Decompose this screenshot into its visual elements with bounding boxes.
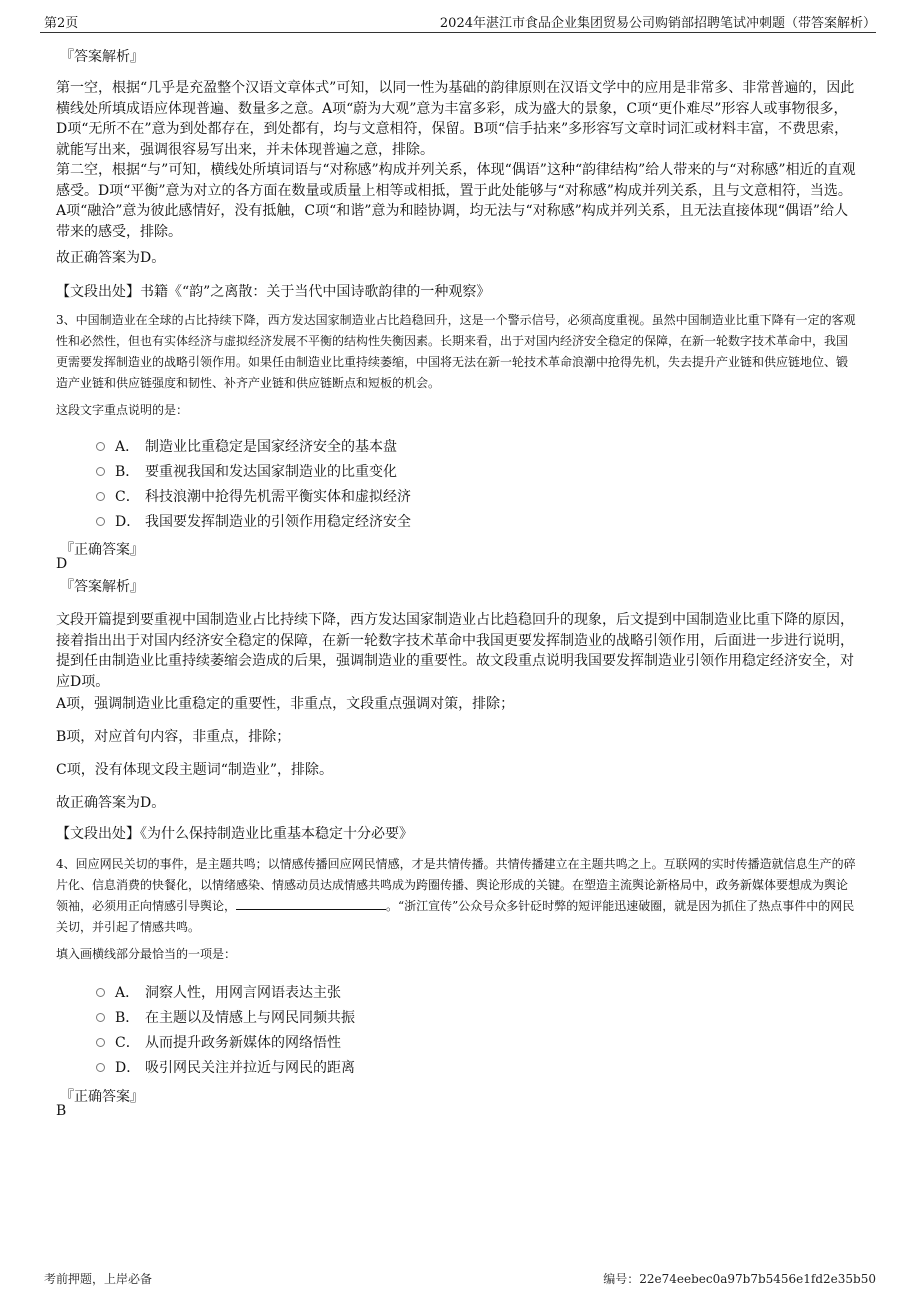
radio-icon[interactable] (96, 1013, 105, 1022)
fill-blank (236, 897, 386, 910)
q3-option-a[interactable]: A． 制造业比重稳定是国家经济安全的基本盘 (96, 436, 397, 456)
footer-slogan: 考前押题，上岸必备 (44, 1272, 153, 1286)
q3-analysis-b: B项，对应首句内容，非重点，排除； (56, 729, 291, 745)
q3-question: 这段文字重点说明的是： (56, 403, 189, 417)
q4-question: 填入画横线部分最恰当的一项是： (56, 947, 237, 961)
radio-icon[interactable] (96, 517, 105, 526)
q4-answer: B (56, 1103, 67, 1119)
q2-analysis-p1: 第一空，根据“几乎是充盈整个汉语文章体式”可知，以同一性为基础的韵律原则在汉语文学中的应用是非常多、非常普遍的，因此横线处所填成语应体现普遍、数量多之意。A项“蔚为大观”意为丰富多彩，成为盛大的景象，C项“更仆难尽”形容人或事物很多，D项“无所不在”意为到处都存在，到处都有，均与文意相符，保留。B项“信手拈来”多形容写文章时词汇或材料丰富，不费思索，就能写出来，强调很容易写出来，并未体现普遍之意，排除。 (56, 80, 855, 158)
q3-option-d[interactable]: D． 我国要发挥制造业的引领作用稳定经济安全 (96, 511, 411, 531)
radio-icon[interactable] (96, 1063, 105, 1072)
page-header (40, 10, 876, 33)
q4-option-c[interactable]: C． 从而提升政务新媒体的网络悟性 (96, 1032, 341, 1052)
q2-source: 【文段出处】书籍《“韵”之离散：关于当代中国诗歌韵律的一种观察》 (56, 284, 491, 300)
q3-source: 【文段出处】《为什么保持制造业比重基本稳定十分必要》 (56, 826, 413, 842)
q3-stem: 3、中国制造业在全球的占比持续下降，西方发达国家制造业占比趋稳回升，这是一个警示信号，必须高度重视。虽然中国制造业比重下降有一定的客观性和必然性，但也有实体经济与虚拟经济发展不平衡的结构性失衡因素。长期来看，出于对国内经济安全稳定的保障，在新一轮数字技术革命中，我国更需要发挥制造业的战略引领作用。如果任由制造业比重持续萎缩，中国将无法在新一轮技术革命浪潮中抢得先机，失去提升产业链和供应链地位、锻造产业链和供应链强度和韧性、补齐产业链和供应链断点和短板的机会。 (56, 313, 856, 390)
q4-option-a[interactable]: A． 洞察人性，用网言网语表达主张 (96, 982, 341, 1002)
radio-icon[interactable] (96, 1038, 105, 1047)
q3-option-b[interactable]: B． 要重视我国和发达国家制造业的比重变化 (96, 461, 397, 481)
q3-analysis-c: C项，没有体现文段主题词“制造业”，排除。 (56, 762, 334, 778)
q2-conclusion: 故正确答案为D。 (56, 250, 166, 266)
radio-icon[interactable] (96, 988, 105, 997)
q4-stem: 4、回应网民关切的事件，是主题共鸣；以情感传播回应网民情感，才是共情传播。共情传播建立在主题共鸣之上。互联网的实时传播造就信息生产的碎片化、信息消费的快餐化，以情绪感染、情感动员达成情感共鸣成为跨圈传播、舆论形成的关键。在塑造主流舆论新格局中，政务新媒体要想成为舆论领袖，必须用正向情感引导舆论， 。“浙江宣传”公众号众多针砭时弊的短评能迅速破圈，就是因为抓住了热点事件中的网民关切，并引起了情感共鸣。 (56, 857, 856, 934)
q3-conclusion: 故正确答案为D。 (56, 795, 166, 811)
q4-option-b[interactable]: B． 在主题以及情感上与网民同频共振 (96, 1007, 355, 1027)
q3-analysis-tag: 『答案解析』 (60, 579, 144, 595)
q2-analysis-p2: 第二空，根据“与”可知，横线处所填词语与“对称感”构成并列关系，体现“偶语”这种“韵律结构”给人带来的与“对称感”相近的直观感受。D项“平衡”意为对立的各方面在数量或质量上相等或相抵，置于此处能够与“对称感”构成并列关系，且与文意相符，当选。A项“融洽”意为彼此感情好，没有抵触，C项“和谐”意为和睦协调，均无法与“对称感”构成并列关系，且无法直接体现“偶语”给人带来的感受，排除。 (56, 162, 856, 240)
q3-option-c[interactable]: C． 科技浪潮中抢得先机需平衡实体和虚拟经济 (96, 486, 411, 506)
document-id: 编号：22e74eebec0a97b7b5456e1fd2e35b50 (603, 1272, 876, 1286)
q2-analysis-tag: 『答案解析』 (60, 49, 144, 65)
radio-icon[interactable] (96, 492, 105, 501)
q4-option-d[interactable]: D． 吸引网民关注并拉近与网民的距离 (96, 1057, 355, 1077)
q3-answer-tag: 『正确答案』 (60, 542, 144, 558)
page-number: 第2页 (44, 16, 79, 31)
q3-analysis-a: A项，强调制造业比重稳定的重要性，非重点，文段重点强调对策，排除； (56, 696, 515, 712)
q3-analysis: 文段开篇提到要重视中国制造业占比持续下降，西方发达国家制造业占比趋稳回升的现象，后文提到中国制造业比重下降的原因，接着指出出于对国内经济安全稳定的保障，在新一轮数字技术革命中我国更要发挥制造业的战略引领作用，后面进一步进行说明，提到任由制造业比重持续萎缩会造成的后果，强调制造业的重要性。故文段重点说明我国要发挥制造业引领作用稳定经济安全，对应D项。 (56, 612, 854, 690)
radio-icon[interactable] (96, 442, 105, 451)
q4-answer-tag: 『正确答案』 (60, 1089, 144, 1105)
q3-answer: D (56, 556, 68, 572)
document-title: 2024年湛江市食品企业集团贸易公司购销部招聘笔试冲刺题（带答案解析） (439, 16, 876, 31)
radio-icon[interactable] (96, 467, 105, 476)
